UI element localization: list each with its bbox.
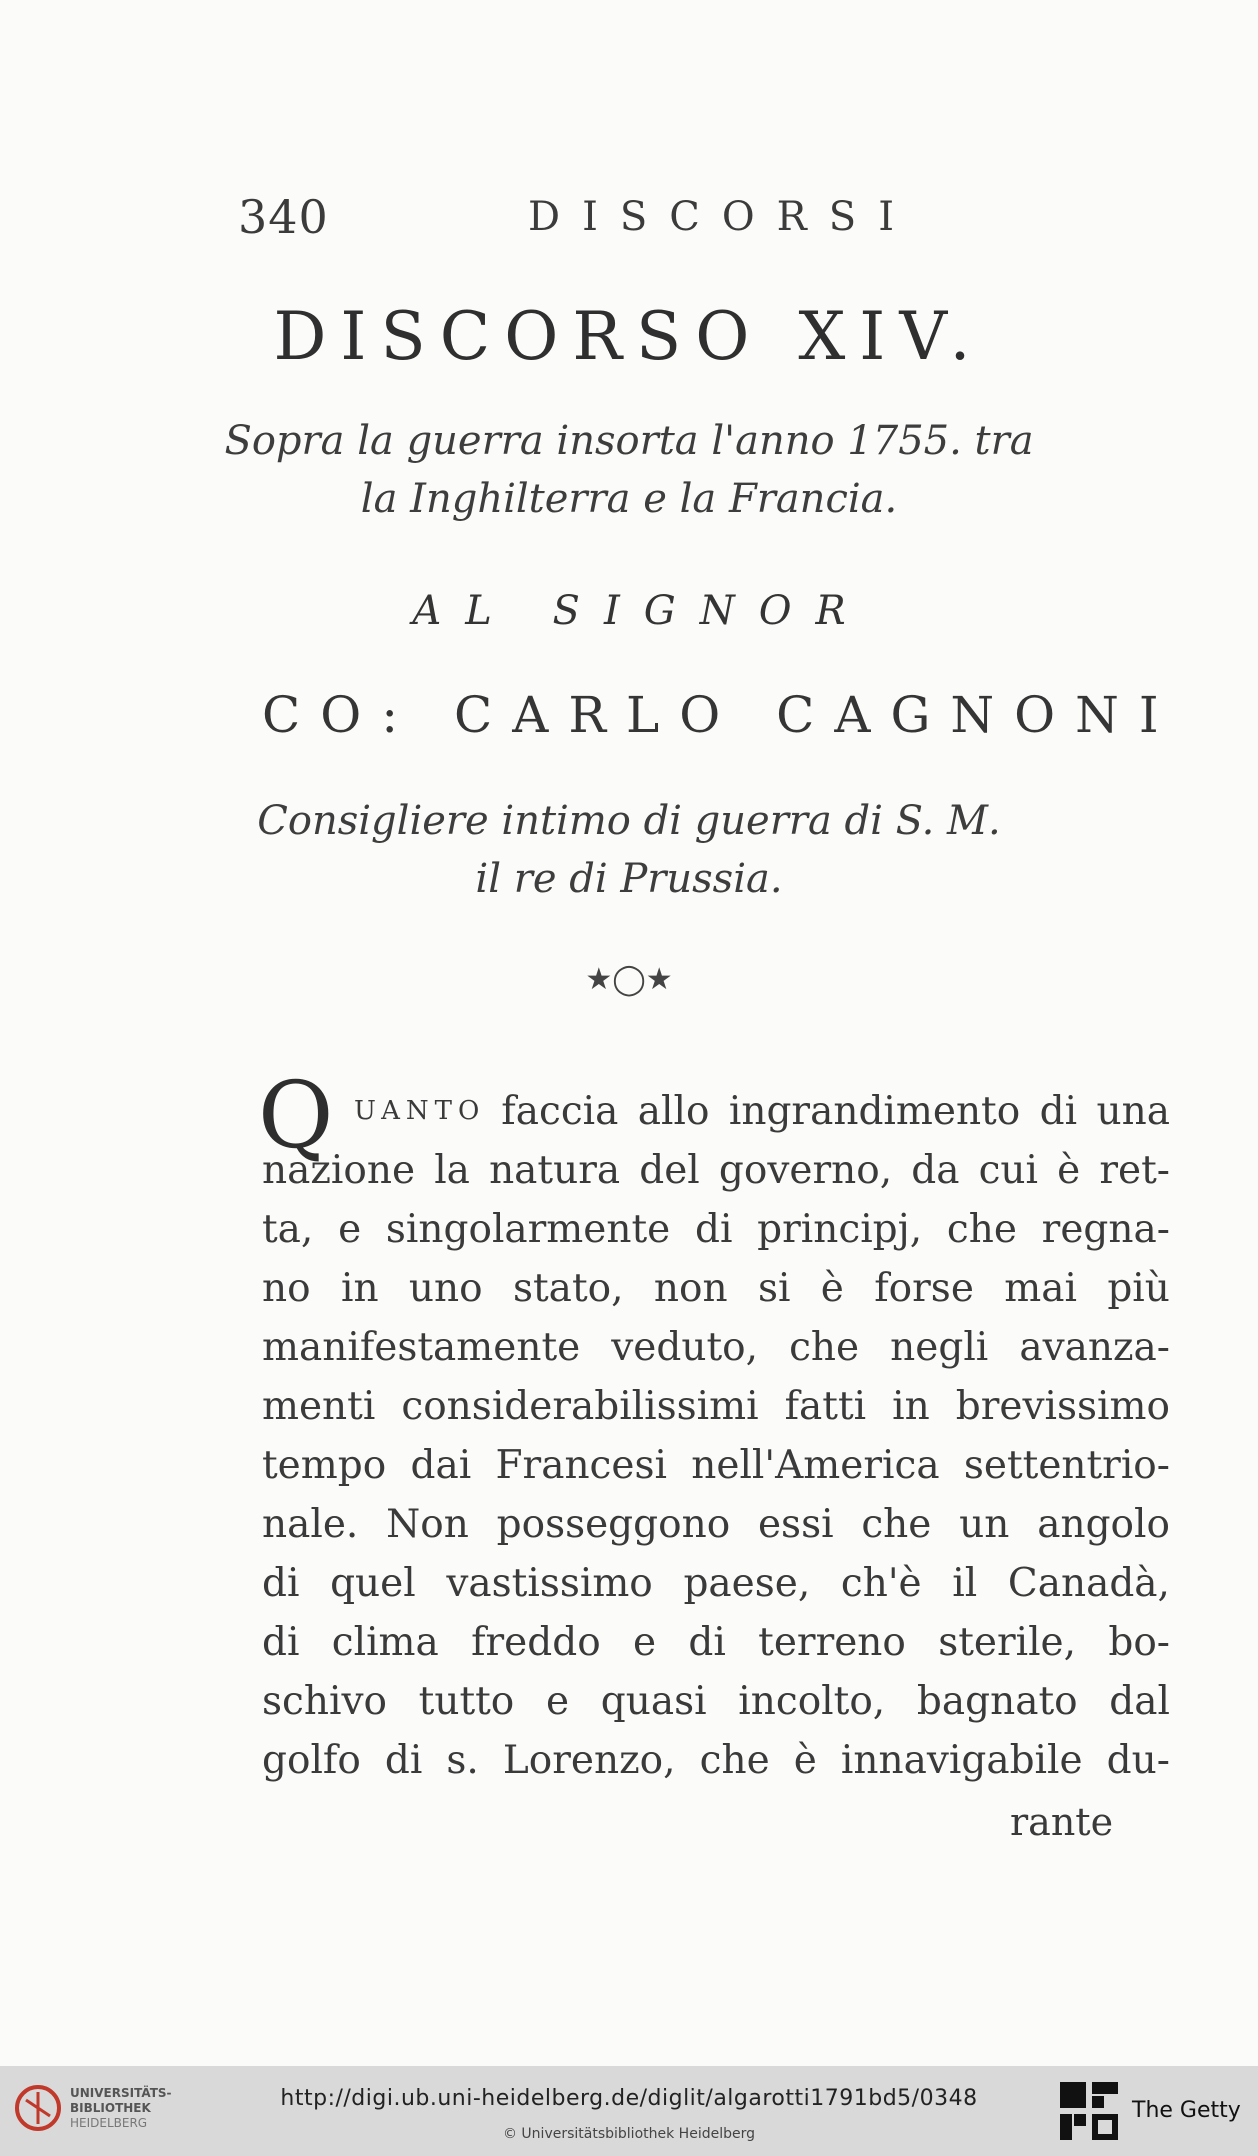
subtitle-line: Sopra la guerra insorta l'anno 1755. tra: [224, 418, 1034, 464]
getty-name: The Getty: [1132, 2098, 1241, 2123]
ornament-icon: ★◯★: [585, 962, 673, 997]
text-line: manifestamente veduto, che negli avanza-: [262, 1325, 1170, 1370]
dedication-heading: AL SIGNOR: [412, 588, 870, 634]
library-line: UNIVERSITÄTS-: [70, 2086, 172, 2100]
text-line: [258, 1062, 1170, 1169]
page-number: 340: [238, 190, 329, 244]
addressee-title-line: Consigliere intimo di guerra di S. M.: [257, 798, 1001, 844]
text-line: di clima freddo e di terreno sterile, bo-: [262, 1620, 1170, 1665]
catchword: rante: [1010, 1800, 1114, 1844]
chapter-subtitle: [0, 412, 1258, 528]
subtitle-line: la Inghilterra e la Francia.: [360, 476, 898, 522]
chapter-title: DISCORSO XIV.: [273, 298, 985, 375]
text-line: nale. Non posseggono essi che un angolo: [262, 1502, 1170, 1547]
page-url-link[interactable]: http://digi.ub.uni-heidelberg.de/diglit/algarotti1791bd5/0348: [280, 2086, 978, 2111]
first-word: UANTO: [354, 1096, 486, 1126]
text-line: schivo tutto e quasi incolto, bagnato dal: [262, 1679, 1170, 1724]
text-line: nazione la natura del governo, da cui è ret-: [262, 1148, 1170, 1193]
copyright-notice: © Universitätsbibliothek Heidelberg: [502, 2126, 755, 2142]
text-line: menti considerabilissimi fatti in brevissimo: [262, 1384, 1170, 1429]
body-text: [258, 1062, 1170, 1790]
text-line: no in uno stato, non si è forse mai più: [262, 1266, 1170, 1311]
addressee-title-line: il re di Prussia.: [475, 856, 783, 902]
library-line: HEIDELBERG: [70, 2116, 148, 2130]
addressee-title: [0, 792, 1258, 908]
text-line: golfo di s. Lorenzo, che è innavigabile du-: [262, 1738, 1170, 1783]
running-title: DISCORSI: [528, 194, 916, 240]
text-line: ta, e singolarmente di principj, che regna-: [262, 1207, 1170, 1252]
text-line: di quel vastissimo paese, ch'è il Canadà,: [262, 1561, 1170, 1606]
addressee-name: CO: CARLO CAGNONI: [262, 686, 1179, 744]
library-line: BIBLIOTHEK: [70, 2101, 151, 2115]
line-text: faccia allo ingrandimento di una: [501, 1089, 1170, 1134]
text-line: tempo dai Francesi nell'America settentrio-: [262, 1443, 1170, 1488]
getty-logo-icon: [1058, 2080, 1120, 2142]
viewer-footer: [0, 2066, 1258, 2156]
running-head: [238, 190, 916, 244]
drop-cap: Q: [258, 1062, 334, 1169]
